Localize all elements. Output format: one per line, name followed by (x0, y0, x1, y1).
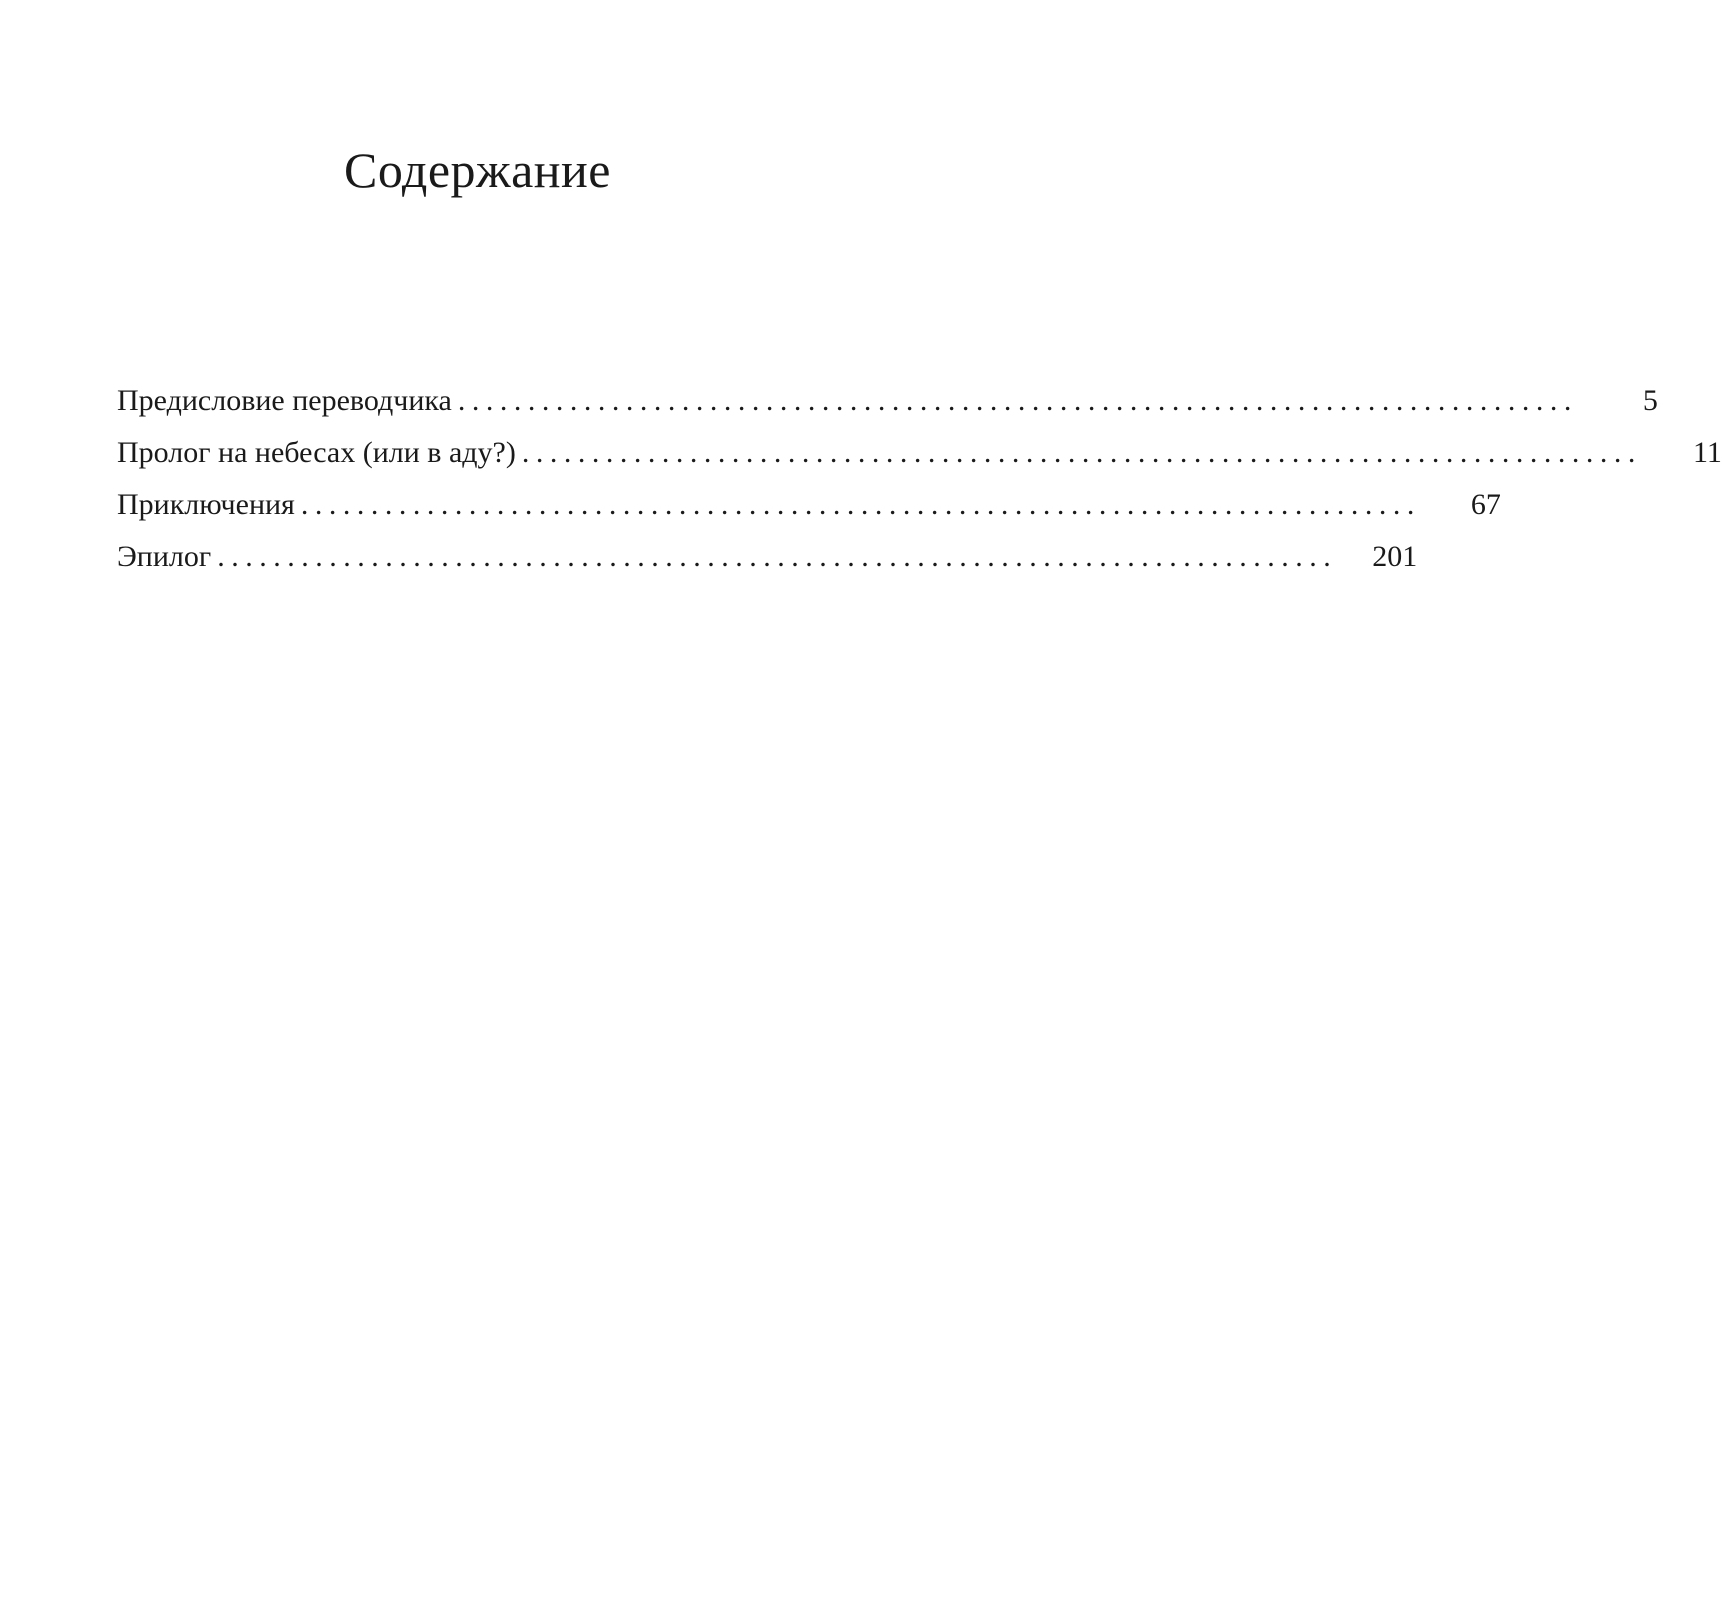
toc-entry (117, 479, 1501, 531)
toc-entry (117, 427, 1722, 479)
toc-entry-page: 5 (1642, 384, 1658, 417)
toc-entry-title: Предисловие переводчика (117, 384, 452, 417)
toc-entry-page: 67 (1470, 488, 1501, 521)
toc-entry (117, 375, 1658, 427)
dot-leader: ................................................................................ (521, 436, 1642, 469)
page-title: Содержание (344, 142, 611, 198)
dot-leader: ................................................................................ (457, 384, 1578, 417)
toc-entry-title: Приключения (117, 488, 295, 521)
table-of-contents (117, 375, 1722, 583)
toc-entry-title: Пролог на небесах (или в аду?) (117, 436, 516, 469)
dot-leader: ................................................................................ (217, 540, 1338, 573)
toc-entry-page: 201 (1372, 540, 1418, 573)
toc-entry-page: 11 (1692, 436, 1722, 469)
toc-entry (117, 531, 1418, 583)
dot-leader: ................................................................................ (300, 488, 1421, 521)
toc-entry-title: Эпилог (117, 540, 212, 573)
